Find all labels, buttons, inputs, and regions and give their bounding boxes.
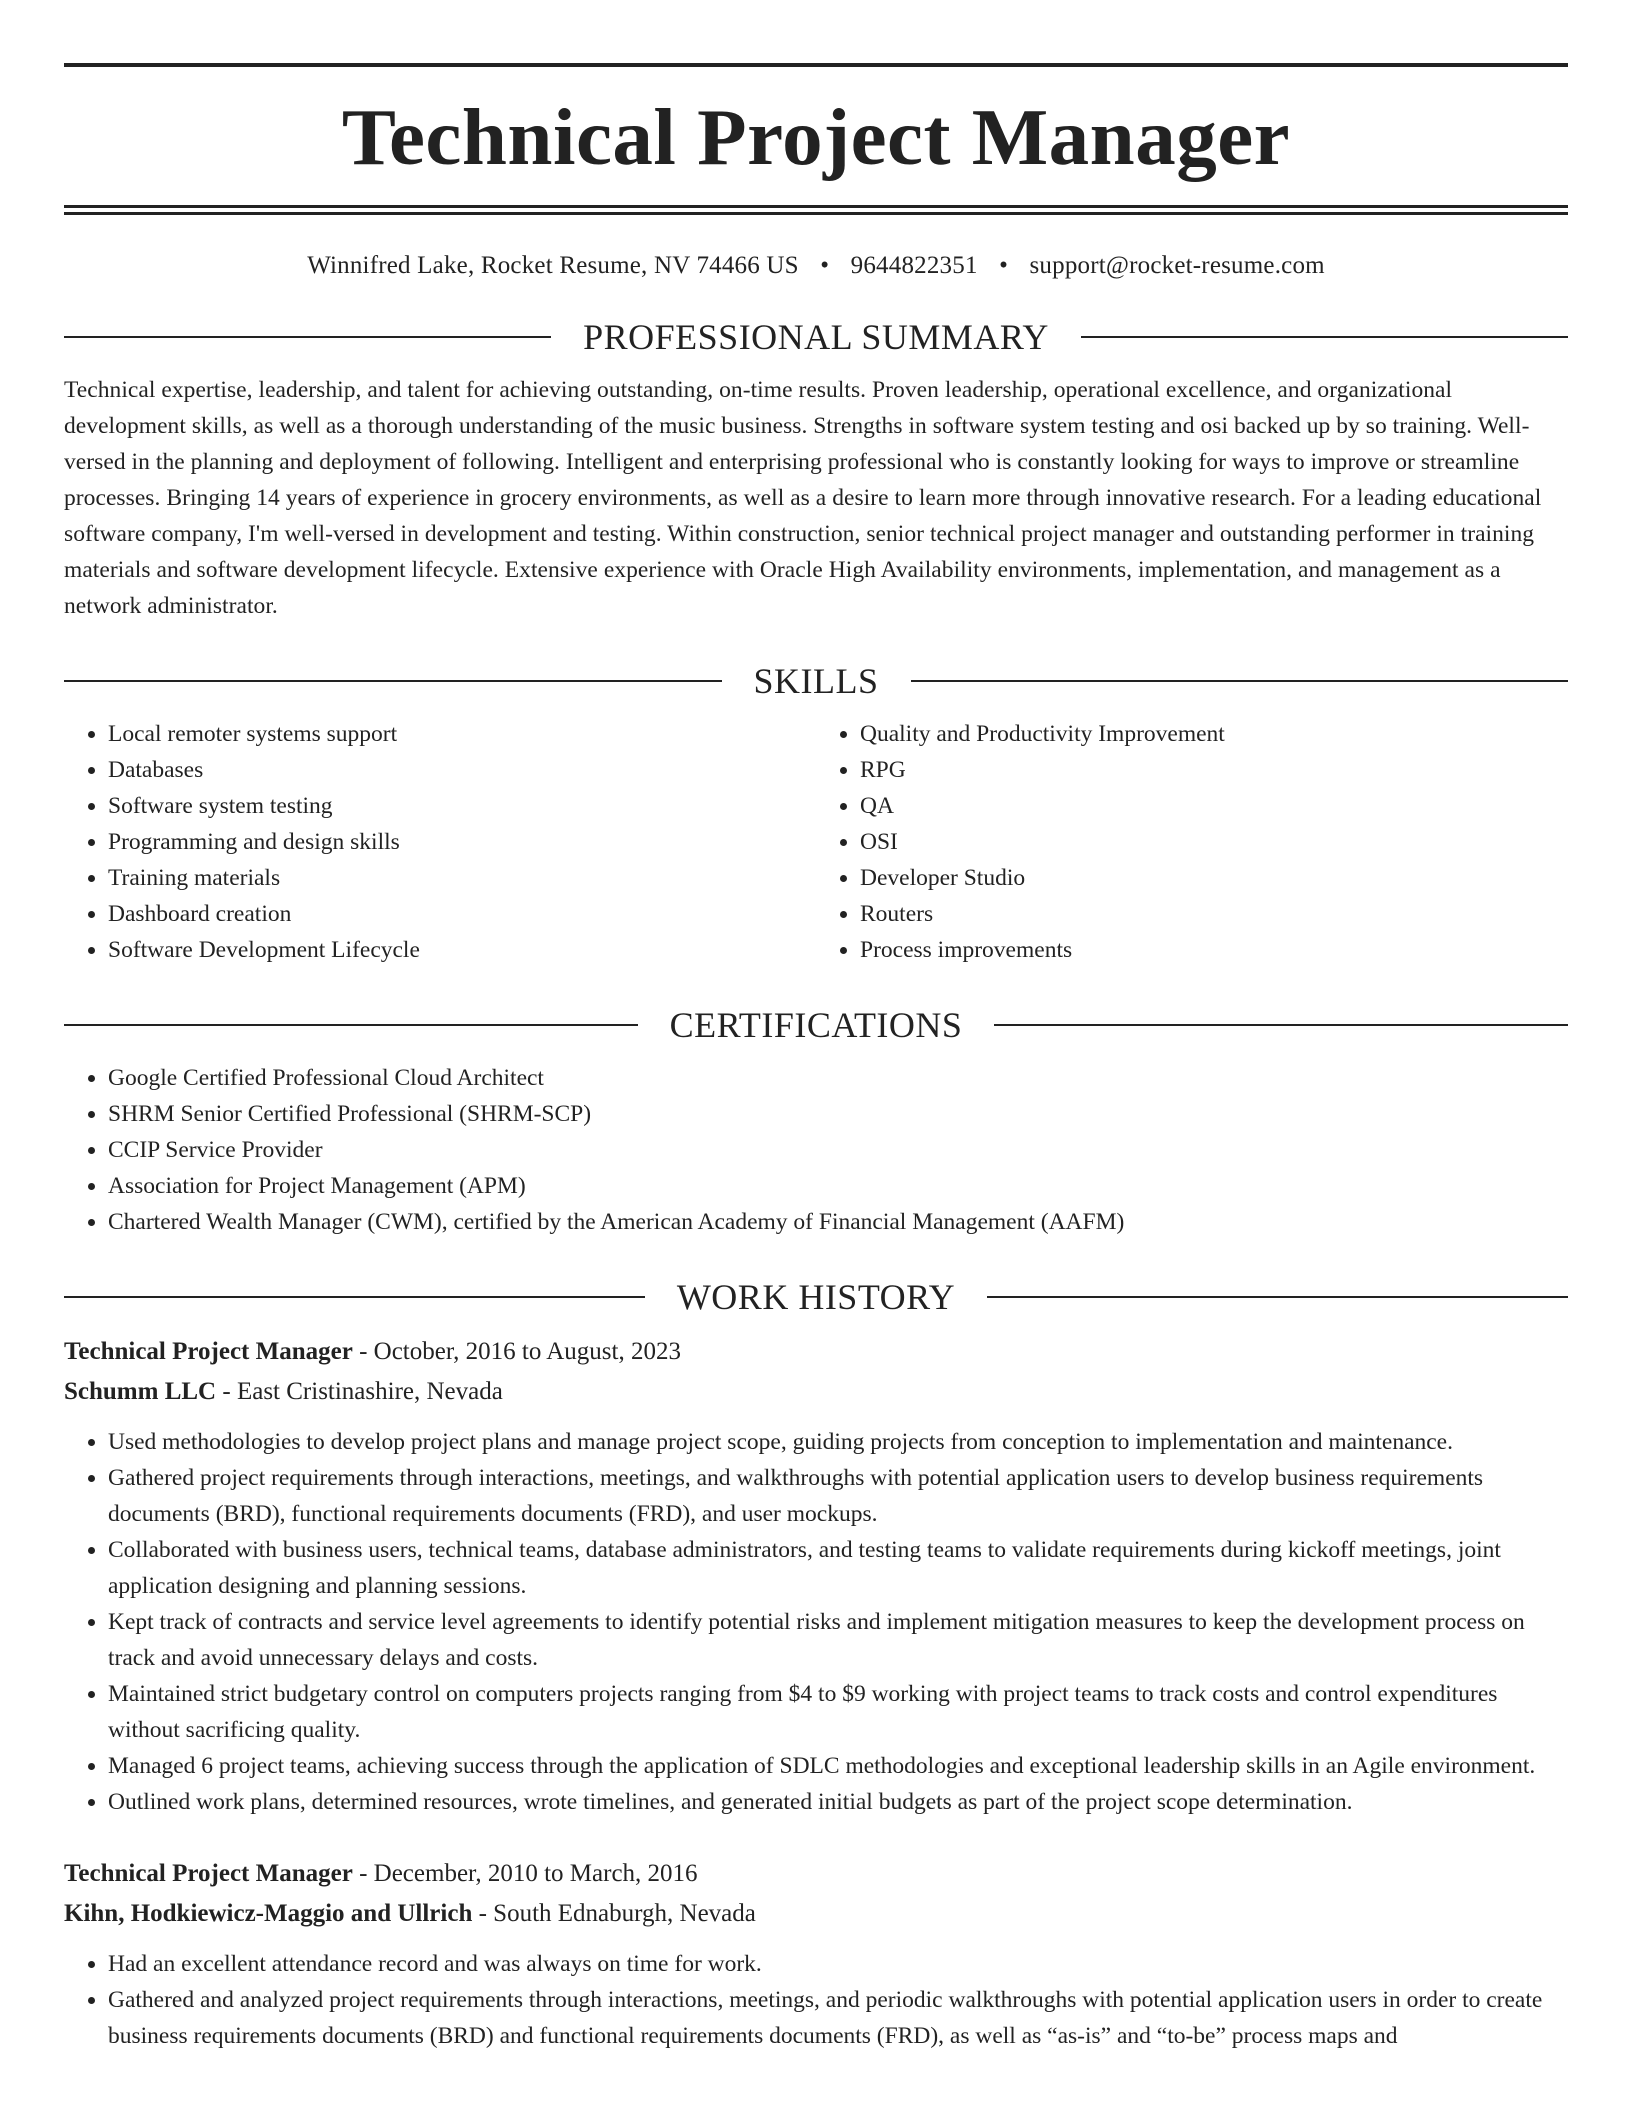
skills-section-header — [64, 660, 1568, 702]
job-dates: - December, 2010 to March, 2016 — [352, 1860, 698, 1887]
job-company: Kihn, Hodkiewicz-Maggio and Ullrich — [64, 1900, 473, 1927]
skill-item: • Software Development Lifecycle — [108, 932, 816, 968]
summary-section-header — [64, 316, 1568, 358]
certifications-heading: CERTIFICATIONS — [669, 1005, 963, 1045]
contact-email: support@rocket-resume.com — [1029, 252, 1325, 279]
skill-item: • Routers — [860, 896, 1568, 932]
job-role: Technical Project Manager — [64, 1860, 353, 1887]
skills-list-right — [816, 716, 1568, 968]
section-rule-left — [64, 1024, 638, 1026]
job-bullets — [64, 1424, 1568, 1820]
section-rule-right — [987, 1296, 1568, 1298]
job-bullet: • Kept track of contracts and service level agreements to identify potential risks and implement mitigation measures to keep the development process on track and avoid unnecessary delays and costs. — [108, 1604, 1568, 1676]
skill-item: • RPG — [860, 752, 1568, 788]
job-role: Technical Project Manager — [64, 1338, 353, 1365]
certification-item: • Association for Project Management (APM) — [108, 1168, 1568, 1204]
skill-item: • Software system testing — [108, 788, 816, 824]
job-bullet: • Used methodologies to develop project plans and manage project scope, guiding projects from conception to implementation and maintenance. — [108, 1424, 1568, 1460]
title-double-rule — [64, 205, 1568, 215]
job-bullet: • Gathered and analyzed project requirements through interactions, meetings, and periodic walkthroughs with potential application users in order to create business requirements documents (BRD) and functional requirements documents (FRD), as well as “as-is” and “to-be” process maps and — [108, 1982, 1568, 2054]
job-bullet: • Collaborated with business users, technical teams, database administrators, and testing teams to validate requirements during kickoff meetings, joint application designing and planning sessions. — [108, 1532, 1568, 1604]
job-bullets — [64, 1946, 1568, 2054]
skill-item: • Programming and design skills — [108, 824, 816, 860]
section-rule-left — [64, 1296, 645, 1298]
certifications-list — [64, 1060, 1568, 1240]
skill-item: • Dashboard creation — [108, 896, 816, 932]
contact-separator: • — [999, 252, 1009, 279]
job-bullet: • Maintained strict budgetary control on computers projects ranging from $4 to $9 working with project teams to track costs and control expenditures without sacrificing quality. — [108, 1676, 1568, 1748]
certification-item: • Chartered Wealth Manager (CWM), certified by the American Academy of Financial Management (AAFM) — [108, 1204, 1568, 1240]
certification-item: • SHRM Senior Certified Professional (SHRM-SCP) — [108, 1096, 1568, 1132]
skill-item: • OSI — [860, 824, 1568, 860]
job-title-line — [64, 1854, 1568, 1894]
contact-address: Winnifred Lake, Rocket Resume, NV 74466 US — [307, 252, 799, 279]
job-company: Schumm LLC — [64, 1378, 217, 1405]
certifications-section-header — [64, 1004, 1568, 1046]
skills-list-left — [64, 716, 816, 968]
work-section-header — [64, 1276, 1568, 1318]
job-bullet: • Outlined work plans, determined resources, wrote timelines, and generated initial budgets as part of the project scope determination. — [108, 1784, 1568, 1820]
certification-item: • CCIP Service Provider — [108, 1132, 1568, 1168]
summary-heading: PROFESSIONAL SUMMARY — [583, 317, 1049, 357]
section-rule-left — [64, 680, 722, 682]
skill-item: • Quality and Productivity Improvement — [860, 716, 1568, 752]
skills-columns — [64, 716, 1568, 968]
job-bullet: • Had an excellent attendance record and was always on time for work. — [108, 1946, 1568, 1982]
summary-text: Technical expertise, leadership, and talent for achieving outstanding, on-time results. Proven leadership, operational excellence, and organizational development skills, as well as a thorough understanding of the music business. Strengths in software system testing and osi backed up by so training. Well-versed in the planning and deployment of following. Intelligent and enterprising professional who is constantly looking for ways to improve or streamline processes. Bringing 14 years of experience in grocery environments, as well as a desire to learn more through innovative research. For a leading educational software company, I'm well-versed in development and testing. Within construction, senior technical project manager and outstanding performer in training materials and software development lifecycle. Extensive experience with Oracle High Availability environments, implementation, and management as a network administrator. — [64, 377, 1542, 619]
job-bullet: • Managed 6 project teams, achieving success through the application of SDLC methodologies and exceptional leadership skills in an Agile environment. — [108, 1748, 1568, 1784]
skill-item: • QA — [860, 788, 1568, 824]
skill-item: • Developer Studio — [860, 860, 1568, 896]
contact-separator: • — [820, 252, 830, 279]
contact-line — [64, 252, 1568, 280]
job-entry — [64, 1854, 1568, 2054]
section-rule-right — [994, 1024, 1568, 1026]
skills-heading: SKILLS — [753, 661, 879, 701]
job-location: - South Ednaburgh, Nevada — [472, 1900, 756, 1927]
job-entry — [64, 1332, 1568, 1820]
work-heading: WORK HISTORY — [676, 1277, 956, 1317]
top-rule — [64, 63, 1568, 67]
job-company-line — [64, 1894, 1568, 1934]
skill-item: • Process improvements — [860, 932, 1568, 968]
skill-item: • Local remoter systems support — [108, 716, 816, 752]
skill-item: • Databases — [108, 752, 816, 788]
resume-title: Technical Project Manager — [341, 92, 1291, 182]
section-rule-left — [64, 336, 551, 338]
contact-phone: 9644822351 — [850, 252, 978, 279]
section-rule-right — [1081, 336, 1568, 338]
job-dates: - October, 2016 to August, 2023 — [352, 1338, 681, 1365]
skill-item: • Training materials — [108, 860, 816, 896]
job-title-line — [64, 1332, 1568, 1372]
certification-item: • Google Certified Professional Cloud Architect — [108, 1060, 1568, 1096]
job-bullet: • Gathered project requirements through interactions, meetings, and walkthroughs with potential application users to develop business requirements documents (BRD), functional requirements documents (FRD), and user mockups. — [108, 1460, 1568, 1532]
job-location: - East Cristinashire, Nevada — [216, 1378, 503, 1405]
job-company-line — [64, 1372, 1568, 1412]
section-rule-right — [911, 680, 1569, 682]
